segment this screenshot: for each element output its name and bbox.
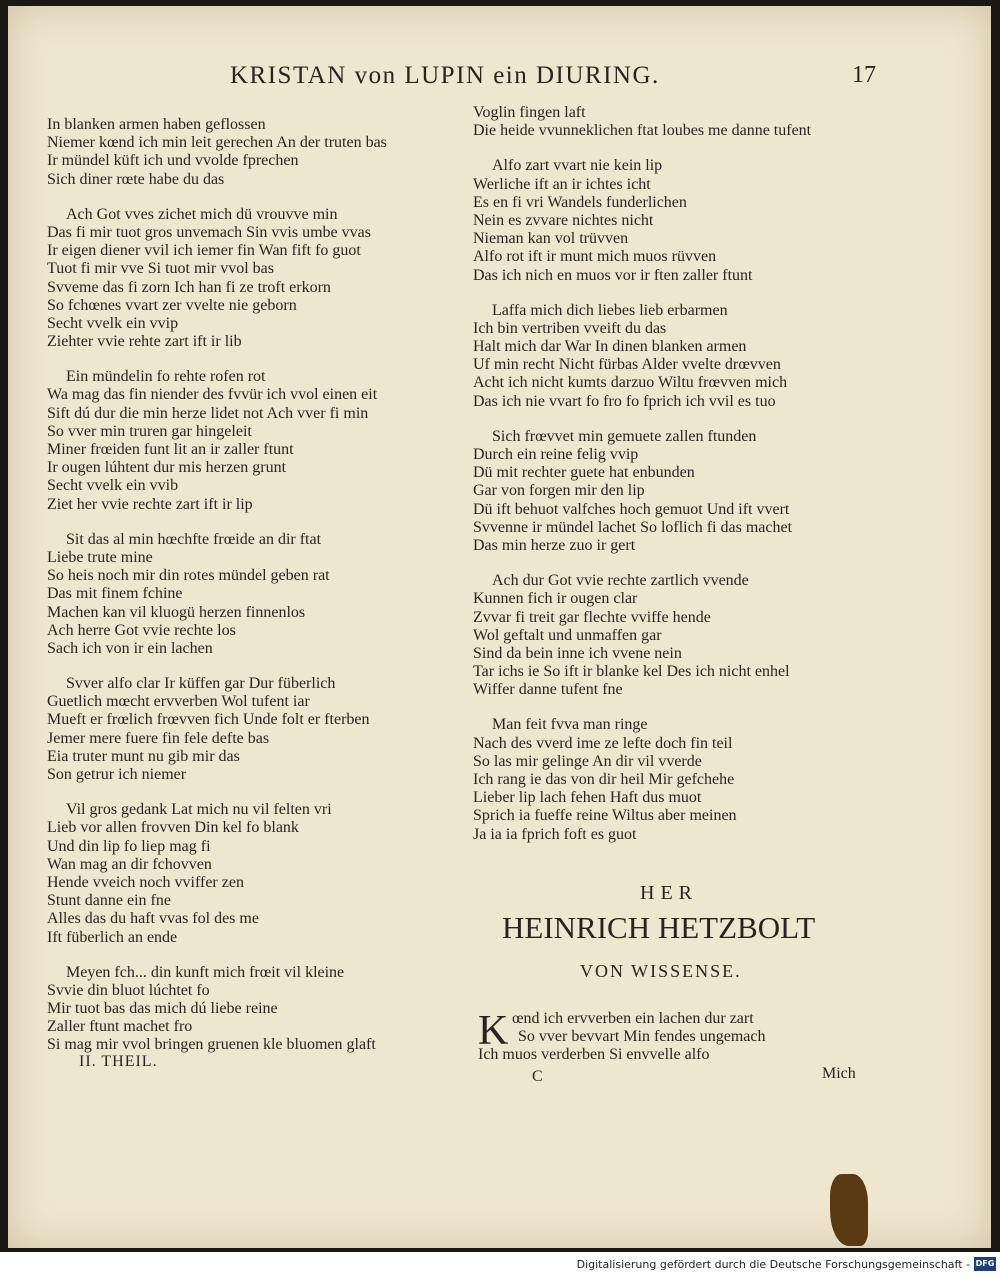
signature-mark: C <box>532 1068 543 1085</box>
poem-line: Hende vveich noch vviffer zen <box>47 873 244 891</box>
poem-line: Tar ichs ie So ift ir blanke kel Des ich nicht enhel <box>473 663 790 681</box>
poem-line: Zaller ftunt machet fro <box>47 1018 193 1036</box>
poem-line: Sach ich von ir ein lachen <box>47 639 213 657</box>
poem-stanza <box>473 572 893 699</box>
footer-credit: Digitalisierung gefördert durch die Deutsche Forschungsgemeinschaft - <box>576 1258 970 1271</box>
running-title: KRISTAN von LUPIN ein DIURING. <box>230 62 660 89</box>
part-label: II. THEIL. <box>79 1052 158 1070</box>
poem-line: Wiffer danne tufent fne <box>473 681 623 699</box>
poem-line: Wa mag das fin niender des fvvür ich vvol einen eit <box>47 386 378 404</box>
poem-line: Guetlich mœcht ervverben Wol tufent iar <box>47 693 310 711</box>
poem-line: Meyen fch... din kunft mich frœit vil kleine <box>66 963 345 981</box>
poem-line: Sprich ia fueffe reine Wiltus aber meinen <box>473 807 737 825</box>
poem-line: Lieber lip lach fehen Haft dus muot <box>473 789 702 807</box>
poem-stanza <box>47 368 467 514</box>
poem-line: Miner frœiden funt lit an ir zaller ftunt <box>47 441 294 458</box>
poem-line: Kunnen fich ir ougen clar <box>473 590 638 608</box>
poem-line: Dü ift behuot valfches hoch gemuot Und ift vvert <box>473 500 790 518</box>
poem-stanza <box>47 206 467 352</box>
poem-line: Laffa mich dich liebes lieb erbarmen <box>492 301 728 319</box>
poem-line: Stunt danne ein fne <box>47 892 171 910</box>
poem-line: Wan mag an dir fchovven <box>47 855 212 873</box>
poem-line: Man feit fvva man ringe <box>492 716 648 734</box>
poem-stanza <box>473 157 893 284</box>
poem-line: Sift dú dur die min herze lidet not Ach vver fi min <box>47 404 369 422</box>
poem-line: Svveme das fi zorn Ich han fi ze troft erkorn <box>47 278 331 296</box>
poem-line: Ein mündelin fo rehte rofen rot <box>66 368 266 386</box>
poem-line: Dü mit rechter guete hat enbunden <box>473 464 695 482</box>
poem-line: So fchœnes vvart zer vvelte nie geborn <box>47 296 297 314</box>
poem-line: Liebe trute mine <box>47 548 153 566</box>
poem-line: Werliche ift an ir ichtes icht <box>473 175 651 193</box>
poem-line: Halt mich dar War In dinen blanken armen <box>473 338 747 356</box>
poem-line: Ir mündel küft ich und vvolde fprechen <box>47 152 299 170</box>
poem-line: Sich frœvvet min gemuete zallen ftunden <box>492 427 757 445</box>
poem-stanza <box>47 116 467 189</box>
drop-capital: K <box>478 1008 509 1054</box>
poem-line: Die heide vvunneklichen ftat loubes me danne tufent <box>473 122 812 140</box>
poem-line: Ziet her vvie rechte zart ift ir lip <box>47 495 253 513</box>
poem-line: Ich muos verderben Si envvelle alfo <box>478 1046 710 1064</box>
poem-line: Svvie din bluot lúchtet fo <box>47 981 210 999</box>
poem-line: Voglin fingen laft <box>473 104 586 121</box>
right-column <box>473 104 893 861</box>
new-poem-stanza <box>478 1010 765 1065</box>
poem-line: Acht ich nicht kumts darzuo Wiltu frœvven mich <box>473 374 788 392</box>
poem-line: Mir tuot bas das mich dú liebe reine <box>47 1000 278 1018</box>
poem-line: Gar von forgen mir den lip <box>473 482 645 500</box>
poem-stanza <box>47 675 467 784</box>
poem-stanza <box>473 716 893 843</box>
poem-line: Ift füberlich an ende <box>47 928 178 946</box>
poem-line: Nein es zvvare nichtes nicht <box>473 211 654 229</box>
poem-line: Niemer kœnd ich min leit gerechen An der truten bas <box>47 134 387 152</box>
poem-line: Lieb vor allen frovven Din kel fo blank <box>47 819 299 837</box>
poem-line: Secht vvelk ein vvib <box>47 477 179 495</box>
catchword: Mich <box>822 1065 856 1082</box>
section-heading-subtitle: VON WISSENSE. <box>580 961 742 981</box>
poem-line: Eia truter munt nu gib mir das <box>47 747 240 765</box>
poem-line: Ich bin vertriben vveift du das <box>473 319 667 337</box>
poem-line: Machen kan vil kluogü herzen finnenlos <box>47 603 306 621</box>
poem-line: Ir eigen diener vvil ich iemer fin Wan fift fo guot <box>47 242 361 260</box>
page-number: 17 <box>852 62 876 88</box>
poem-line: Tuot fi mir vve Si tuot mir vvol bas <box>47 260 274 278</box>
section-heading-her: HER <box>640 882 698 904</box>
poem-line: Ziehter vvie rehte zart ift ir lib <box>47 333 242 351</box>
poem-line: Durch ein reine felig vvip <box>473 446 639 463</box>
poem-line: Si mag mir vvol bringen gruenen kle bluomen glaft <box>47 1036 376 1054</box>
poem-line: Svver alfo clar Ir küffen gar Dur füberlich <box>66 675 336 693</box>
poem-line: Ich rang ie das von dir heil Mir gefchehe <box>473 771 735 788</box>
poem-line: Ir ougen lúhtent dur mis herzen grunt <box>47 459 287 477</box>
poem-line: Ach Got vves zichet mich dü vrouvve min <box>66 205 338 223</box>
poem-line: So las mir gelinge An dir vil vverde <box>473 752 702 770</box>
dfg-logo: DFG <box>974 1257 996 1271</box>
poem-line: Das fi mir tuot gros unvemach Sin vvis umbe vvas <box>47 223 371 241</box>
poem-line: Sind da bein inne ich vvene nein <box>473 644 682 662</box>
poem-line: Und din lip fo liep mag fi <box>47 837 211 855</box>
poem-line: Vil gros gedank Lat mich nu vil felten vri <box>66 801 332 819</box>
poem-stanza <box>473 302 893 411</box>
intro-lines <box>473 104 893 140</box>
poem-line: Das ich nich en muos vor ir ften zaller ftunt <box>473 266 753 284</box>
poem-line: Alfo zart vvart nie kein lip <box>492 157 663 175</box>
poem-line: So vver min truren gar hingeleit <box>47 422 252 440</box>
poem-line: Das min herze zuo ir gert <box>473 536 636 554</box>
section-heading-name: HEINRICH HETZBOLT <box>502 910 816 945</box>
poem-line: Alfo rot ift ir munt mich muos rüvven <box>473 248 717 266</box>
poem-stanza <box>47 801 467 947</box>
poem-line: Mueft er frœlich frœvven fich Unde folt er fterben <box>47 711 370 729</box>
poem-line: Son getrur ich niemer <box>47 766 187 783</box>
poem-stanza <box>47 531 467 658</box>
poem-line: In blanken armen haben geflossen <box>47 116 266 133</box>
poem-line: Nieman kan vol trüvven <box>473 230 629 248</box>
poem-line: Sit das al min hœchfte frœide an dir ftat <box>66 530 322 548</box>
paper-stain <box>830 1174 868 1246</box>
poem-stanza <box>473 428 893 555</box>
poem-line: Ja ia ia fprich foft es guot <box>473 825 637 843</box>
poem-line: Alles das du haft vvas fol des me <box>47 910 259 928</box>
poem-line: Wol geftalt und unmaffen gar <box>473 626 662 644</box>
poem-line: Es en fi vri Wandels funderlichen <box>473 193 687 211</box>
poem-line: Nach des vverd ime ze lefte doch fin teil <box>473 734 733 752</box>
poem-line: Secht vvelk ein vvip <box>47 314 179 332</box>
poem-line: Sich diner rœte habe du das <box>47 170 225 188</box>
poem-line: Das mit finem fchine <box>47 585 183 603</box>
poem-line: So heis noch mir din rotes mündel geben rat <box>47 567 330 585</box>
poem-line: œnd ich ervverben ein lachen dur zart <box>512 1010 754 1027</box>
poem-line: Ach dur Got vvie rechte zartlich vvende <box>492 572 749 590</box>
poem-line: Zvvar fi treit gar flechte vviffe hende <box>473 608 711 626</box>
poem-line: Uf min recht Nicht fürbas Alder vvelte drœvven <box>473 356 781 374</box>
poem-stanza <box>47 964 467 1055</box>
poem-line: Svvenne ir mündel lachet So loflich fi das machet <box>473 518 793 536</box>
poem-line: Jemer mere fuere fin fele defte bas <box>47 729 270 747</box>
poem-line: So vver bevvart Min fendes ungemach <box>518 1028 766 1046</box>
poem-line: Das ich nie vvart fo fro fo fprich ich vvil es tuo <box>473 392 776 410</box>
left-column <box>47 116 467 1071</box>
poem-line: Ach herre Got vvie rechte los <box>47 621 236 639</box>
